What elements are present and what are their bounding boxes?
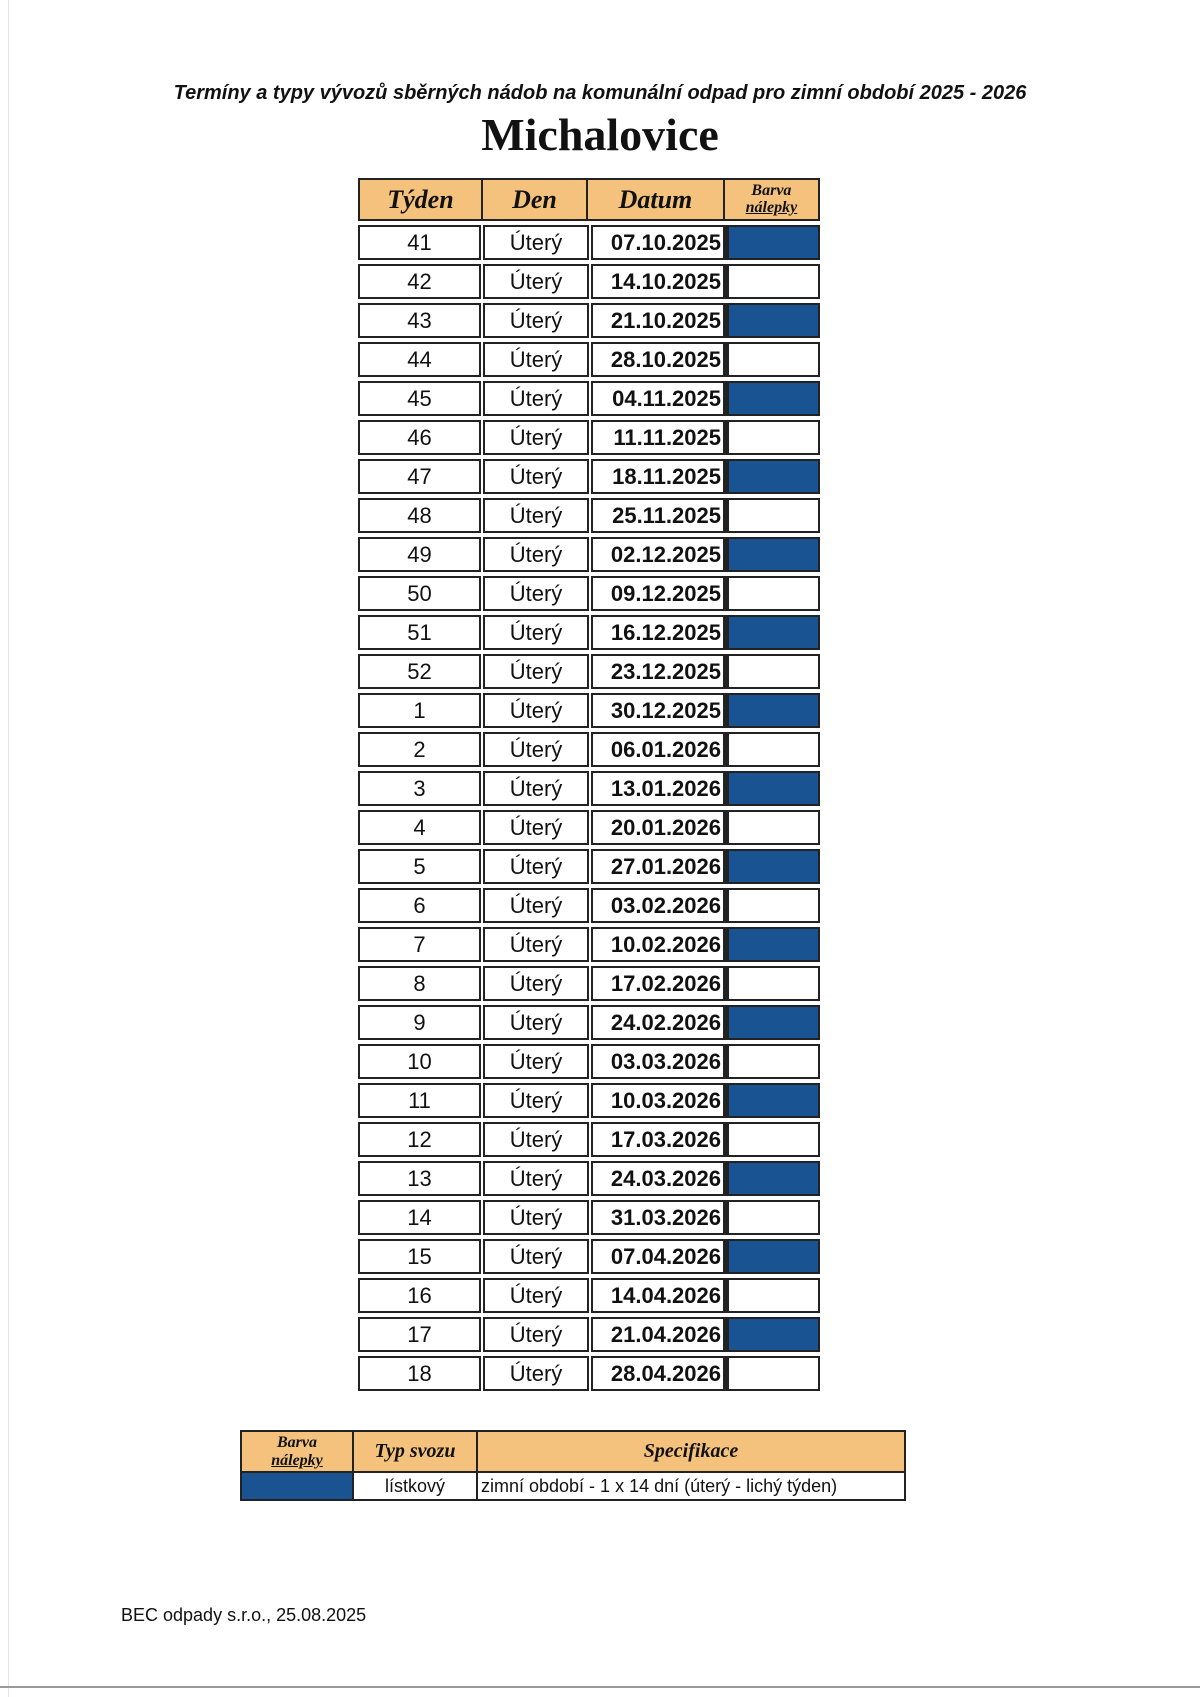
week-cell: 5 [358, 849, 481, 884]
day-cell: Úterý [483, 1122, 589, 1157]
sticker-color-cell [727, 537, 820, 572]
legend-header-color-line1: Barva [277, 1434, 317, 1451]
week-cell: 17 [358, 1317, 481, 1352]
table-row [358, 420, 820, 455]
day-cell: Úterý [483, 342, 589, 377]
legend-header-color [240, 1430, 354, 1473]
week-cell: 11 [358, 1083, 481, 1118]
week-cell: 18 [358, 1356, 481, 1391]
sticker-color-cell [727, 1239, 820, 1274]
date-cell: 07.04.2026 [591, 1239, 727, 1274]
schedule-body [358, 225, 820, 1391]
schedule-header-row [358, 178, 820, 221]
day-cell: Úterý [483, 537, 589, 572]
legend-header-row [240, 1430, 906, 1473]
table-row [358, 264, 820, 299]
date-cell: 30.12.2025 [591, 693, 727, 728]
table-row [358, 342, 820, 377]
legend-color-swatch [240, 1473, 354, 1501]
day-cell: Úterý [483, 1005, 589, 1040]
date-cell: 14.04.2026 [591, 1278, 727, 1313]
week-cell: 43 [358, 303, 481, 338]
day-cell: Úterý [483, 1317, 589, 1352]
week-cell: 44 [358, 342, 481, 377]
week-cell: 42 [358, 264, 481, 299]
date-cell: 11.11.2025 [591, 420, 727, 455]
table-row [358, 888, 820, 923]
day-cell: Úterý [483, 888, 589, 923]
day-cell: Úterý [483, 459, 589, 494]
legend-spec: zimní období - 1 x 14 dní (úterý - lichý týden) [478, 1473, 906, 1501]
sticker-color-cell [727, 1317, 820, 1352]
sticker-color-cell [727, 1161, 820, 1196]
sticker-color-cell [727, 1278, 820, 1313]
table-row [358, 498, 820, 533]
legend-table [240, 1430, 906, 1501]
week-cell: 51 [358, 615, 481, 650]
day-cell: Úterý [483, 420, 589, 455]
date-cell: 25.11.2025 [591, 498, 727, 533]
legend-type: lístkový [354, 1473, 478, 1501]
table-row [358, 615, 820, 650]
day-cell: Úterý [483, 1278, 589, 1313]
sticker-color-cell [727, 771, 820, 806]
day-cell: Úterý [483, 225, 589, 260]
sticker-color-cell [727, 225, 820, 260]
date-cell: 10.03.2026 [591, 1083, 727, 1118]
table-row [358, 654, 820, 689]
day-cell: Úterý [483, 264, 589, 299]
day-cell: Úterý [483, 654, 589, 689]
table-row [358, 459, 820, 494]
week-cell: 14 [358, 1200, 481, 1235]
week-cell: 47 [358, 459, 481, 494]
page-edge [8, 0, 9, 1697]
date-cell: 18.11.2025 [591, 459, 727, 494]
header-date: Datum [588, 180, 725, 219]
week-cell: 49 [358, 537, 481, 572]
week-cell: 3 [358, 771, 481, 806]
sticker-color-cell [727, 1356, 820, 1391]
table-row [358, 771, 820, 806]
table-row [358, 381, 820, 416]
date-cell: 21.10.2025 [591, 303, 727, 338]
page-title: Michalovice [481, 109, 719, 160]
sticker-color-cell [727, 927, 820, 962]
header-sticker-color-line2: nálepky [745, 199, 798, 216]
sticker-color-cell [727, 1044, 820, 1079]
date-cell: 28.04.2026 [591, 1356, 727, 1391]
day-cell: Úterý [483, 498, 589, 533]
sticker-color-cell [727, 498, 820, 533]
header-day: Den [483, 180, 588, 219]
date-cell: 21.04.2026 [591, 1317, 727, 1352]
date-cell: 31.03.2026 [591, 1200, 727, 1235]
legend-row [240, 1473, 906, 1501]
sticker-color-cell [727, 264, 820, 299]
week-cell: 13 [358, 1161, 481, 1196]
day-cell: Úterý [483, 381, 589, 416]
day-cell: Úterý [483, 1356, 589, 1391]
day-cell: Úterý [483, 732, 589, 767]
sticker-color-cell [727, 615, 820, 650]
sticker-color-cell [727, 888, 820, 923]
sticker-color-cell [727, 576, 820, 611]
table-row [358, 693, 820, 728]
date-cell: 17.03.2026 [591, 1122, 727, 1157]
date-cell: 06.01.2026 [591, 732, 727, 767]
sticker-color-cell [727, 849, 820, 884]
week-cell: 7 [358, 927, 481, 962]
date-cell: 17.02.2026 [591, 966, 727, 1001]
table-row [358, 927, 820, 962]
week-cell: 8 [358, 966, 481, 1001]
date-cell: 27.01.2026 [591, 849, 727, 884]
sticker-color-cell [727, 810, 820, 845]
table-row [358, 966, 820, 1001]
date-cell: 10.02.2026 [591, 927, 727, 962]
header-sticker-color [725, 180, 818, 219]
sticker-color-cell [727, 342, 820, 377]
table-row [358, 810, 820, 845]
week-cell: 6 [358, 888, 481, 923]
table-row [358, 1083, 820, 1118]
date-cell: 04.11.2025 [591, 381, 727, 416]
table-row [358, 849, 820, 884]
day-cell: Úterý [483, 927, 589, 962]
header-week: Týden [360, 180, 483, 219]
date-cell: 09.12.2025 [591, 576, 727, 611]
day-cell: Úterý [483, 1200, 589, 1235]
date-cell: 16.12.2025 [591, 615, 727, 650]
day-cell: Úterý [483, 810, 589, 845]
week-cell: 41 [358, 225, 481, 260]
table-row [358, 1122, 820, 1157]
day-cell: Úterý [483, 303, 589, 338]
header-sticker-color-line1: Barva [751, 182, 792, 199]
date-cell: 13.01.2026 [591, 771, 727, 806]
day-cell: Úterý [483, 1044, 589, 1079]
sticker-color-cell [727, 654, 820, 689]
legend-header-spec: Specifikace [478, 1430, 906, 1473]
schedule-table [358, 178, 820, 1391]
day-cell: Úterý [483, 1239, 589, 1274]
sticker-color-cell [727, 459, 820, 494]
date-cell: 03.02.2026 [591, 888, 727, 923]
day-cell: Úterý [483, 849, 589, 884]
date-cell: 14.10.2025 [591, 264, 727, 299]
sticker-color-cell [727, 1005, 820, 1040]
date-cell: 02.12.2025 [591, 537, 727, 572]
sticker-color-cell [727, 1122, 820, 1157]
week-cell: 45 [358, 381, 481, 416]
table-row [358, 225, 820, 260]
page-edge-bottom [0, 1686, 1200, 1688]
week-cell: 48 [358, 498, 481, 533]
date-cell: 23.12.2025 [591, 654, 727, 689]
legend-header-type: Typ svozu [354, 1430, 478, 1473]
table-row [358, 576, 820, 611]
sticker-color-cell [727, 303, 820, 338]
table-row [358, 303, 820, 338]
week-cell: 46 [358, 420, 481, 455]
table-row [358, 537, 820, 572]
day-cell: Úterý [483, 771, 589, 806]
table-row [358, 1317, 820, 1352]
week-cell: 50 [358, 576, 481, 611]
date-cell: 24.03.2026 [591, 1161, 727, 1196]
legend-header-color-line2: nálepky [271, 1452, 323, 1469]
week-cell: 15 [358, 1239, 481, 1274]
date-cell: 07.10.2025 [591, 225, 727, 260]
date-cell: 28.10.2025 [591, 342, 727, 377]
sticker-color-cell [727, 1200, 820, 1235]
date-cell: 03.03.2026 [591, 1044, 727, 1079]
table-row [358, 1044, 820, 1079]
table-row [358, 1239, 820, 1274]
day-cell: Úterý [483, 966, 589, 1001]
table-row [358, 1200, 820, 1235]
sticker-color-cell [727, 420, 820, 455]
week-cell: 52 [358, 654, 481, 689]
day-cell: Úterý [483, 1083, 589, 1118]
table-row [358, 1005, 820, 1040]
day-cell: Úterý [483, 615, 589, 650]
day-cell: Úterý [483, 576, 589, 611]
week-cell: 16 [358, 1278, 481, 1313]
sticker-color-cell [727, 1083, 820, 1118]
day-cell: Úterý [483, 693, 589, 728]
sticker-color-cell [727, 732, 820, 767]
date-cell: 24.02.2026 [591, 1005, 727, 1040]
sticker-color-cell [727, 693, 820, 728]
sticker-color-cell [727, 966, 820, 1001]
week-cell: 12 [358, 1122, 481, 1157]
table-row [358, 1278, 820, 1313]
table-row [358, 1161, 820, 1196]
week-cell: 10 [358, 1044, 481, 1079]
table-row [358, 732, 820, 767]
sticker-color-cell [727, 381, 820, 416]
week-cell: 4 [358, 810, 481, 845]
week-cell: 9 [358, 1005, 481, 1040]
date-cell: 20.01.2026 [591, 810, 727, 845]
week-cell: 1 [358, 693, 481, 728]
day-cell: Úterý [483, 1161, 589, 1196]
table-row [358, 1356, 820, 1391]
document-subtitle: Termíny a typy vývozů sběrných nádob na komunální odpad pro zimní období 2025 - 2026 [173, 82, 1027, 104]
footer-text: BEC odpady s.r.o., 25.08.2025 [121, 1605, 367, 1625]
week-cell: 2 [358, 732, 481, 767]
